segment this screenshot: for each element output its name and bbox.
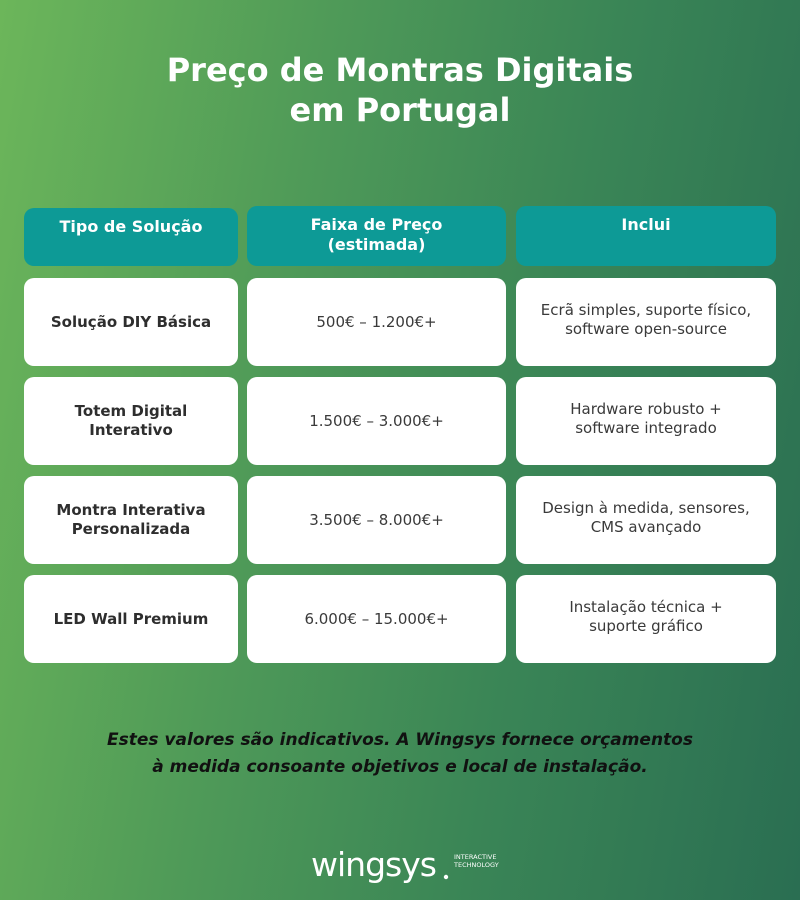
cell-text: 3.500€ – 8.000€+ — [309, 510, 444, 529]
cell-text: Solução DIY Básica — [50, 312, 212, 331]
logo-tagline-1: INTERACTIVE — [454, 853, 497, 861]
table-cell-preco — [247, 377, 506, 465]
page-title-line-1: Preço de Montras Digitais — [166, 51, 634, 89]
table-cell-tipo — [24, 278, 238, 366]
disclaimer-note — [0, 727, 800, 781]
table-cell-tipo — [24, 476, 238, 564]
table-header-tipo — [24, 208, 238, 266]
table-header-label: Faixa de Preço (estimada) — [310, 215, 443, 254]
table-header-label: Inclui — [621, 215, 671, 234]
cell-text: Instalação técnica + suporte gráfico — [569, 598, 723, 635]
cell-text: Design à medida, sensores, CMS avançado — [542, 499, 750, 536]
disclaimer-line-2: à medida consoante objetivos e local de instalação. — [152, 757, 648, 777]
cell-text: Totem Digital Interativo — [74, 402, 188, 439]
table-cell-inclui — [516, 377, 776, 465]
table-cell-preco — [247, 476, 506, 564]
logo-wordmark: wingsys — [311, 846, 436, 884]
table-cell-tipo — [24, 575, 238, 663]
table-cell-inclui — [516, 575, 776, 663]
wingsys-logo — [311, 846, 501, 886]
cell-text: Ecrã simples, suporte físico, software open-source — [540, 301, 752, 338]
table-cell-inclui — [516, 278, 776, 366]
page-title — [0, 50, 800, 130]
cell-text: 500€ – 1.200€+ — [316, 312, 437, 331]
logo-dot — [444, 875, 448, 879]
table-cell-tipo — [24, 377, 238, 465]
table-header-preco — [247, 206, 506, 266]
table-cell-inclui — [516, 476, 776, 564]
cell-text: 1.500€ – 3.000€+ — [309, 411, 444, 430]
table-header-label: Tipo de Solução — [59, 217, 203, 236]
logo-tagline-2: TECHNOLOGY — [454, 861, 499, 869]
cell-text: Montra Interativa Personalizada — [56, 501, 206, 538]
cell-text: Hardware robusto + software integrado — [570, 400, 722, 437]
table-header-inclui — [516, 206, 776, 266]
cell-text: 6.000€ – 15.000€+ — [304, 609, 449, 628]
table-cell-preco — [247, 278, 506, 366]
page-title-line-2: em Portugal — [289, 91, 511, 129]
disclaimer-line-1: Estes valores são indicativos. A Wingsys fornece orçamentos — [107, 730, 693, 750]
cell-text: LED Wall Premium — [53, 609, 209, 628]
table-cell-preco — [247, 575, 506, 663]
